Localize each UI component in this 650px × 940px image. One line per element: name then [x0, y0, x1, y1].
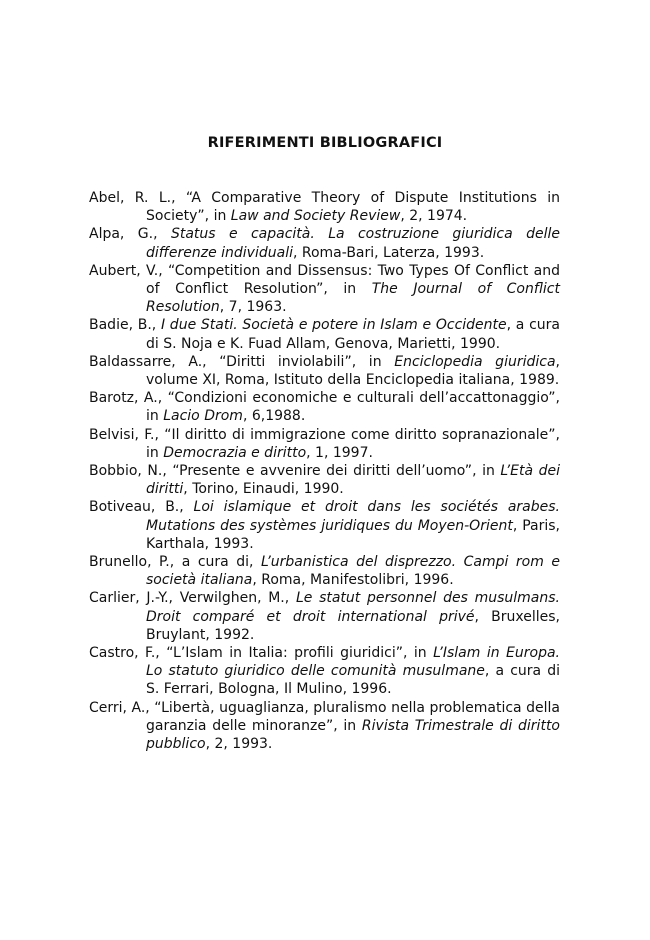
entry-title: Rivista Trimestrale di diritto pubblico — [146, 717, 560, 753]
entry-text: Carlier, J.-Y., Verwilghen, M., — [89, 590, 296, 607]
bibliography-entry — [89, 462, 560, 498]
entry-details: , 1, 1997. — [306, 444, 373, 461]
entry-details: , Paris, Karthala, 1993. — [146, 517, 560, 552]
entry-details: , Roma-Bari, Laterza, 1993. — [292, 244, 485, 261]
bibliography-entry — [89, 699, 560, 754]
bibliography-entry — [89, 498, 560, 553]
entry-text: Botiveau, B., — [89, 499, 194, 516]
bibliography-entry — [89, 389, 560, 425]
entry-details: , Bruxelles, Bruylant, 1992. — [146, 608, 560, 643]
entry-details: , 2, 1993. — [205, 736, 273, 753]
entry-title: The Journal of Conflict Resolution — [146, 281, 560, 316]
bibliography-entry — [89, 189, 560, 225]
entry-title: Democrazia e diritto — [163, 444, 307, 461]
entry-details: , 2, 1974. — [400, 208, 468, 225]
entry-text: Barotz, A., “Condizioni economiche e culturali dell’accattonaggio”, in — [89, 390, 560, 425]
entry-title: Status e capacità. La costruzione giuridica delle differenze individuali — [146, 226, 560, 261]
entry-title: Enciclopedia giuridica — [394, 353, 556, 370]
entry-text: Aubert, V., “Competition and Dissensus: Two Types Of Conflict and of Conflict Resolution”, in — [89, 262, 560, 298]
entry-text: Brunello, P., a cura di, — [89, 554, 262, 571]
entry-title: L’Islam in Europa. Lo statuto giuridico delle comunità musulmane — [146, 645, 560, 680]
entry-text: Alpa, G., — [89, 226, 171, 243]
bibliography-entry — [89, 589, 560, 644]
entry-text: Bobbio, N., “Presente e avvenire dei diritti dell’uomo”, in — [89, 463, 501, 480]
bibliography-entry — [89, 262, 560, 317]
bibliography-entry — [89, 644, 560, 699]
entry-title: Loi islamique et droit dans les sociétés arabes. Mutations des systèmes juridiques du Moyen-Orient — [146, 499, 560, 534]
entry-title: L’urbanistica del disprezzo. Campi rom e società italiana — [146, 554, 561, 589]
page-title: RIFERIMENTI BIBLIOGRAFICI — [207, 135, 443, 151]
entry-text: Belvisi, F., “Il diritto di immigrazione come diritto sopranazionale”, in — [89, 426, 560, 461]
entry-text: Badie, B., — [89, 317, 161, 334]
entry-details: , 7, 1963. — [219, 299, 287, 316]
entry-title: Le statut personnel des musulmans. Droit comparé et droit international privé — [146, 590, 560, 625]
entry-details: , 6,1988. — [242, 408, 306, 425]
entry-text: Cerri, A., “Libertà, uguaglianza, pluralismo nella problematica della garanzia delle minoranze”, in — [89, 699, 560, 734]
entry-text: Baldassarre, A., “Diritti inviolabili”, in — [89, 353, 395, 370]
entry-details: , Torino, Einaudi, 1990. — [183, 481, 344, 498]
entry-title: Lacio Drom — [163, 408, 243, 425]
bibliography-entry — [89, 553, 560, 589]
entry-details: , a cura di S. Noja e K. Fuad Allam, Genova, Marietti, 1990. — [146, 317, 561, 352]
entry-text: Castro, F., “L’Islam in Italia: profili giuridici”, in — [89, 645, 434, 662]
entry-details: , Roma, Manifestolibri, 1996. — [252, 572, 454, 589]
bibliography-entry — [89, 353, 560, 389]
entry-title: Law and Society Review — [230, 208, 401, 225]
entry-text: Abel, R. L., “A Comparative Theory of Dispute Institutions in Society”, in — [89, 190, 560, 225]
bibliography-entry — [89, 426, 560, 462]
bibliography-entry — [89, 225, 560, 261]
bibliography-entry — [89, 316, 560, 352]
bibliography-list — [89, 189, 560, 753]
entry-details: , a cura di S. Ferrari, Bologna, Il Mulino, 1996. — [146, 663, 561, 698]
entry-title: L’Età dei diritti — [146, 463, 560, 498]
entry-title: I due Stati. Società e potere in Islam e Occidente — [160, 317, 507, 334]
entry-details: , volume XI, Roma, Istituto della Enciclopedia italiana, 1989. — [146, 353, 560, 389]
